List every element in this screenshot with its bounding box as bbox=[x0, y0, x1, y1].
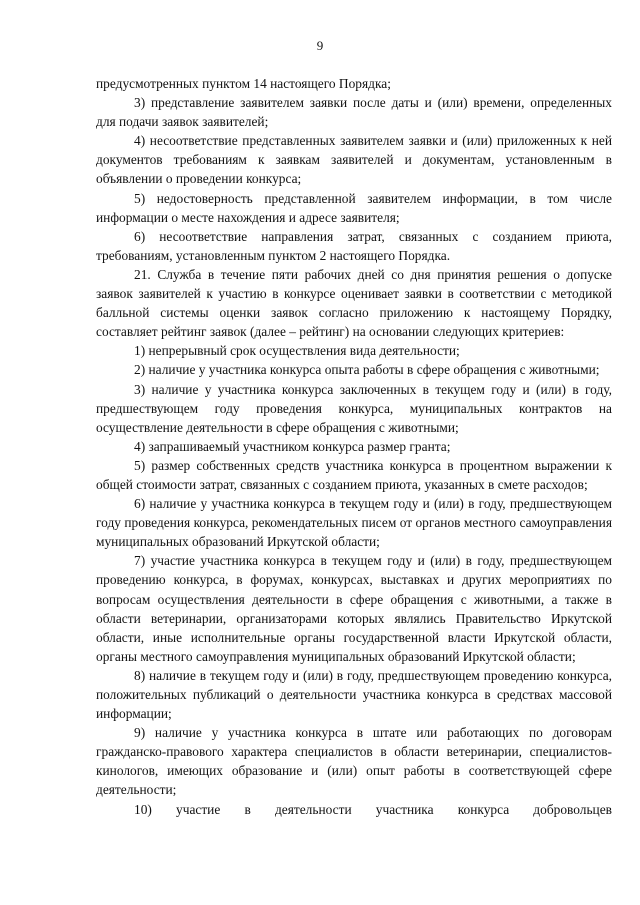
paragraph: 4) запрашиваемый участником конкурса размер гранта; bbox=[134, 438, 451, 454]
paragraph: 4) несоответствие представленных заявителем заявки и (или) приложенных к ней документов требованиям к заявкам заявителей и документам, установленным в объявлении о проведении конкурса; bbox=[96, 133, 612, 187]
paragraph: 6) несоответствие направления затрат, связанных с созданием приюта, требованиям, установленным пунктом 2 настоящего Порядка. bbox=[96, 228, 612, 263]
paragraph: 10) участие в деятельности участника конкурса добровольцев bbox=[134, 801, 612, 817]
paragraph: 1) непрерывный срок осуществления вида деятельности; bbox=[134, 343, 460, 359]
paragraph: 9) наличие у участника конкурса в штате или работающих по договорам гражданско-правового характера специалистов в области ветеринарии, специалистов-кинологов, имеющих образование и (или) опыт работы в соответствующей сфере деятельности; bbox=[96, 725, 612, 798]
paragraph: 3) наличие у участника конкурса заключенных в текущем году и (или) в году, предшествующем году проведения конкурса, муниципальных контрактов на осуществление деятельности в сфере обращения с животными; bbox=[96, 381, 612, 435]
page-number: 9 bbox=[316, 38, 324, 53]
paragraph: 8) наличие в текущем году и (или) в году, предшествующем проведению конкурса, положительных публикаций о деятельности участника конкурса в средствах массовой информации; bbox=[96, 667, 612, 722]
paragraph: 3) представление заявителем заявки после даты и (или) времени, определенных для подачи заявок заявителей; bbox=[96, 95, 612, 130]
paragraph: 6) наличие у участника конкурса в текущем году и (или) в году, предшествующем году проведения конкурса, рекомендательных писем от органов местного самоуправления муниципальных образований Иркутской области; bbox=[96, 496, 612, 550]
document-body bbox=[96, 74, 612, 819]
paragraph: 2) наличие у участника конкурса опыта работы в сфере обращения с животными; bbox=[134, 362, 600, 378]
paragraph: 21. Служба в течение пяти рабочих дней со дня принятия решения о допуске заявок заявителей к участию в конкурсе оценивает заявки в соответствии с методикой балльной системы оценки заявок согласно приложению к настоящему Порядку, составляет рейтинг заявок (далее – рейтинг) на основании следующих критериев: bbox=[96, 266, 612, 340]
paragraph: 5) размер собственных средств участника конкурса в процентном выражении к общей стоимости затрат, связанных с созданием приюта, указанных в смете расходов; bbox=[96, 457, 612, 492]
paragraph: 5) недостоверность представленной заявителем информации, в том числе информации о месте нахождения и адресе заявителя; bbox=[96, 190, 612, 225]
paragraph: предусмотренных пунктом 14 настоящего Порядка; bbox=[96, 76, 391, 91]
paragraph: 7) участие участника конкурса в текущем году и (или) в году, предшествующем проведению конкурса, в форумах, конкурсах, выставках и других мероприятиях по вопросам осуществления деятельности в сфере обращения с животными, а также в области ветеринарии, организаторами которых являлись Правительство Иркутской области, иные исполнительные органы государственной власти Иркутской области, органы местного самоуправления муниципальных образований Иркутской области; bbox=[96, 553, 612, 664]
